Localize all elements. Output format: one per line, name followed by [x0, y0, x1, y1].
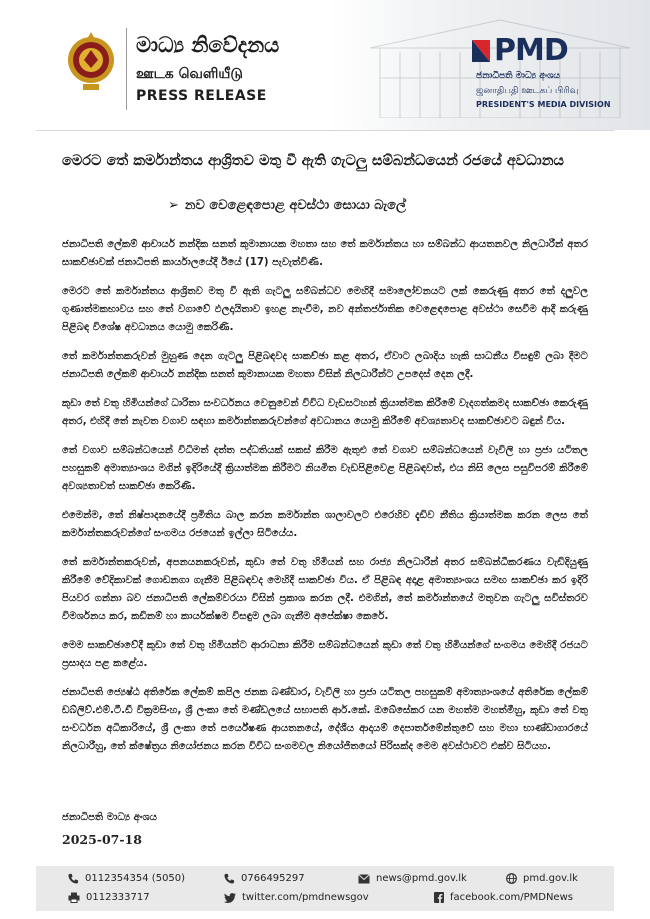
- phone-number: 0112354354 (5050): [85, 873, 186, 884]
- header-rule: [36, 130, 614, 131]
- mobile-number: 0766495297: [241, 873, 305, 884]
- twitter-contact[interactable]: [224, 892, 369, 903]
- globe-icon: [506, 873, 517, 884]
- website-contact[interactable]: [506, 873, 578, 884]
- paragraph: තේ කර්මාන්තකරුවන්, අපනයනකරුවන්, කුඩා තේ වතු හිමියන් සහ රාජ්‍ය නිලධාරීන් අතර සම්බන්ධීකරණය වැඩිදියුණු කිරීමේ වේදිකාවක් ගොඩනගා ගැනීම පිළිබඳවද මෙහිදී සාකච්ඡා විය. ඒ පිළිබඳ අදාළ අමාත්‍යාංශය සමඟ සාකච්ඡා කර ඉදිරි පියවර ගන්නා බව ජනාධිපති ලේකම්වරයා විසින් ප්‍රකාශ කරන ලදී. එමගින්, තේ කර්මාන්තයේ මතුවන ගැටලු සවිස්තරව විමර්ශනය කර, කඩිනම් හා කාර්යක්ෂම විසඳුම ලබා ගැනීම අපේක්ෂා කෙරේ.: [62, 557, 588, 622]
- website-url[interactable]: pmd.gov.lk: [523, 873, 578, 884]
- paragraph: තේ කර්මාන්තකරුවන් මුහුණ දෙන ගැටලු පිළිබඳවද සාකච්ඡා කළ අතර, ඒවාට ලබාදිය හැකි සාධනීය විසඳුම් ලබා දීමට ජනාධිපති ලේකම් ආචාර්ය නන්දික සනත් කුමානායක මහතා විසින් නිලධාරීන්ට උපදෙස් දෙන ලදී.: [62, 351, 588, 380]
- email-contact[interactable]: [358, 873, 467, 884]
- fax-contact: [68, 892, 150, 903]
- pmd-logo-icon: [472, 40, 490, 62]
- pmd-brand: PMD: [494, 33, 568, 68]
- twitter-handle[interactable]: twitter.com/pmdnewsgov: [242, 892, 369, 903]
- brand-sinhala: ජනාධිපති මාධ්‍ය අංශය: [476, 71, 561, 81]
- twitter-icon: [224, 893, 236, 903]
- header-divider: [126, 28, 127, 110]
- facebook-contact[interactable]: [434, 892, 573, 903]
- sri-lanka-emblem-icon: [66, 30, 116, 92]
- article-subheading: [168, 198, 406, 213]
- letterhead: [0, 0, 650, 130]
- fax-number: 0112333717: [86, 892, 150, 903]
- arrow-bullet-icon: ➢: [168, 198, 179, 213]
- article-body: [62, 236, 588, 767]
- mobile-contact: [224, 873, 305, 884]
- release-date: 2025-07-18: [62, 832, 142, 847]
- phone-icon: [224, 873, 235, 884]
- email-icon: [358, 874, 370, 884]
- phone-contact: [68, 873, 185, 884]
- paragraph: මෙරට තේ කර්මාන්තය ආශ්‍රිතව මතු වී ඇති ගැටලු සම්බන්ධව මෙහිදී සමාලෝචනයට ලක් කෙරුණු අතර තේ දලුවල ගුණාත්මකභාවය සහ තේ වගාවේ ඵලදායිතාව ඉහළ නැංවීම, නව අන්තර්ජාතික වෙළෙඳපොළ අවස්ථා සෙවීම ආදී කරුණු පිළිබඳ විශේෂ අවධානය යොමු කෙරිණි.: [62, 286, 588, 333]
- phone-icon: [68, 873, 79, 884]
- paragraph: ජනාධිපති ලේකම් ආචාර්ය නන්දික සනත් කුමානායක මහතා සහ තේ කර්මාන්තය හා සම්බන්ධ ආයතනවල නිලධාරීන් අතර සාකච්ඡාවක් ජනාධිපති කාර්යාලයේදී ඊයේ (17) පැවැත්විණි.: [62, 239, 588, 268]
- paragraph: තේ වගාව සම්බන්ධයෙන් විධිමත් දත්ත පද්ධතියක් සකස් කිරීම ඇතුළු තේ වගාව සම්බන්ධයෙන් වැවිලි හා ප්‍රජා යටිතල පහසුකම් අමාත්‍යාංශය මගින් ඉදිරියේදී ක්‍රියාත්මක කිරීමට නියමිත වැඩපිළිවෙළ පිළිබඳවත්, එය නිසි ලෙස පසුවිපරම් කිරීමේ අවශ්‍යතාවත් සාකච්ඡා කෙරිණි.: [62, 445, 588, 492]
- facebook-icon: [434, 892, 444, 903]
- title-sinhala: මාධ්‍ය නිවේදනය: [136, 33, 280, 57]
- brand-english: PRESIDENT'S MEDIA DIVISION: [476, 100, 611, 109]
- email-address[interactable]: news@pmd.gov.lk: [376, 873, 467, 884]
- signature: ජනාධිපති මාධ්‍ය අංශය: [62, 812, 158, 823]
- fax-icon: [68, 892, 80, 903]
- title-tamil: ஊடக வெளியீடு: [136, 66, 243, 82]
- article-headline: මෙරට තේ කර්මාන්තය ආශ්‍රිතව මතු වී ඇති ගැටලු සම්බන්ධයෙන් රජයේ අවධානය: [62, 153, 564, 169]
- paragraph: මෙම සාකච්ඡාවේදී කුඩා තේ වතු හිමියන්ට ආරාධනා කිරීම සම්බන්ධයෙන් කුඩා තේ වතු හිමියන්ගේ සංගමය මෙහිදී රජයට ප්‍රසාදය පළ කළේය.: [62, 640, 588, 669]
- paragraph: කුඩා තේ වතු හිමියන්ගේ ධාරිතා සංවර්ධනය වෙනුවෙන් විවිධ වැඩසටහන් ක්‍රියාත්මක කිරීමේ වැදගත්කමද සාකච්ඡා කෙරුණු අතර, එහිදී තේ නැවත වගාව සඳහා කර්මාන්තකරුවන්ගේ අවධානය යොමු කිරීමේ අවශ්‍යතාවද සාකච්ඡාවට බඳුන් විය.: [62, 398, 588, 427]
- paragraph: එමෙන්ම, තේ නිෂ්පාදනයේදී ප්‍රමිතිය බාල කරන කර්මාන්ත ශාලාවලට එරෙහිව දැඩිව නීතිය ක්‍රියාත්මක කරන ලෙස තේ කර්මාන්තකරුවන්ගේ සංගමය රජයෙන් ඉල්ලා සිටියේය.: [62, 510, 588, 539]
- brand-tamil: ஜனாதிபதி ஊடகப் பிரிவு: [476, 86, 579, 96]
- facebook-page[interactable]: facebook.com/PMDNews: [450, 892, 573, 903]
- contact-footer: [36, 866, 614, 911]
- title-english: PRESS RELEASE: [136, 88, 267, 104]
- paragraph: ජනාධිපති ජ්‍යෙෂ්ඨ අතිරේක ලේකම් කපිල ජනක බණ්ඩාර, වැවිලි හා ප්‍රජා යටිතල පහසුකම් අමාත්‍යාංශයේ අතිරේක ලේකම් ඩබ්ලිව්.එම්.ටී.ඩී වික්‍රමසිංහ, ශ්‍රී ලංකා තේ මණ්ඩලයේ සභාපති ආර්.කේ. ඔබේසේකර යන මහත්ම මහත්මීහු, කුඩා තේ වතු සංවර්ධන අධිකාරියේ, ශ්‍රී ලංකා තේ පර්යේෂණ ආයතනයේ, දේශීය ආදායම් දෙපාර්තමේන්තුවේ සහ මහා භාණ්ඩාගාරයේ නිලධාරීහු, තේ ක්ෂේත්‍රය නියෝජනය කරන විවිධ සංගමවල නියෝජිතයෝ පිරිසක්ද මෙම අවස්ථාවට එක්ව සිටියහ.: [62, 687, 588, 752]
- subheading-text: නව වෙළෙඳපොළ අවස්ථා සොයා බැලේ: [184, 198, 406, 213]
